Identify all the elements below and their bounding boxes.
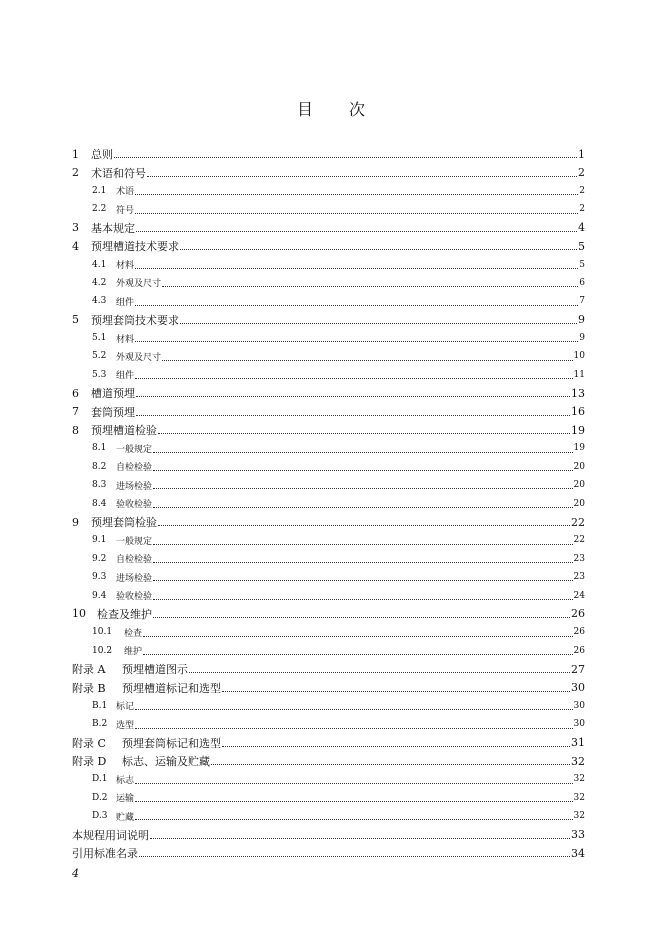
toc-leader-dots bbox=[162, 285, 578, 287]
toc-leader-dots bbox=[139, 855, 570, 857]
toc-leader-dots bbox=[135, 193, 578, 195]
toc-entry-page: 32 bbox=[573, 792, 585, 803]
table-of-contents bbox=[72, 145, 585, 862]
toc-leader-dots bbox=[153, 506, 573, 508]
toc-leader-dots bbox=[153, 579, 573, 581]
toc-entry-number: 8 bbox=[72, 423, 79, 437]
toc-entry-page: 19 bbox=[573, 443, 585, 454]
toc-entry[interactable] bbox=[72, 734, 585, 752]
toc-entry-label: 进场检验 bbox=[116, 481, 153, 492]
toc-leader-dots bbox=[135, 782, 573, 784]
toc-entry[interactable] bbox=[72, 568, 585, 586]
toc-entry-page: 5 bbox=[578, 239, 585, 253]
toc-entry-page: 26 bbox=[573, 627, 585, 638]
toc-entry[interactable] bbox=[72, 605, 585, 623]
toc-entry-label: 预埋套筒技术要求 bbox=[91, 313, 179, 327]
toc-entry-number: 9 bbox=[72, 515, 79, 529]
toc-entry[interactable] bbox=[72, 623, 585, 641]
toc-entry-label: 槽道预埋 bbox=[91, 387, 135, 401]
toc-entry-page: 10 bbox=[573, 351, 585, 362]
toc-entry-page: 32 bbox=[571, 754, 585, 768]
toc-leader-dots bbox=[135, 818, 573, 820]
toc-entry-label: 组件 bbox=[116, 371, 135, 382]
toc-entry-number: 10.1 bbox=[92, 627, 113, 638]
toc-entry[interactable] bbox=[72, 715, 585, 733]
toc-entry-page: 34 bbox=[571, 846, 585, 860]
toc-entry[interactable] bbox=[72, 844, 585, 862]
toc-entry-label: 组件 bbox=[116, 297, 135, 308]
toc-entry-page: 30 bbox=[573, 719, 585, 730]
toc-entry-label: 本规程用词说明 bbox=[72, 828, 149, 842]
toc-leader-dots bbox=[153, 616, 570, 618]
toc-entry-number: D.3 bbox=[92, 811, 108, 822]
toc-entry-label: 进场检验 bbox=[116, 573, 153, 584]
toc-entry-label: 标志 bbox=[116, 775, 135, 786]
toc-entry-number: 7 bbox=[72, 405, 79, 419]
toc-entry[interactable] bbox=[72, 402, 585, 420]
toc-entry-number: 附录 A bbox=[72, 663, 106, 677]
toc-entry[interactable] bbox=[72, 531, 585, 549]
toc-entry-number: 8.4 bbox=[92, 498, 107, 509]
toc-entry[interactable] bbox=[72, 586, 585, 604]
toc-entry-number: D.1 bbox=[92, 774, 108, 785]
toc-entry[interactable] bbox=[72, 550, 585, 568]
toc-entry-label: 自检检验 bbox=[116, 555, 153, 566]
toc-leader-dots bbox=[180, 248, 577, 250]
toc-entry[interactable] bbox=[72, 255, 585, 273]
toc-leader-dots bbox=[135, 708, 573, 710]
toc-leader-dots bbox=[135, 267, 578, 269]
toc-entry[interactable] bbox=[72, 219, 585, 237]
toc-entry-page: 22 bbox=[571, 515, 585, 529]
toc-leader-dots bbox=[136, 414, 570, 416]
toc-leader-dots bbox=[153, 451, 573, 453]
toc-entry-page: 30 bbox=[573, 700, 585, 711]
toc-entry-label: 预埋槽道图示 bbox=[122, 663, 188, 677]
toc-entry-page: 13 bbox=[571, 386, 585, 400]
toc-entry-page: 23 bbox=[573, 572, 585, 583]
toc-entry-page: 22 bbox=[573, 535, 585, 546]
toc-entry-label: 标志、运输及贮藏 bbox=[122, 755, 210, 769]
toc-entry[interactable] bbox=[72, 329, 585, 347]
toc-entry[interactable] bbox=[72, 292, 585, 310]
toc-entry[interactable] bbox=[72, 513, 585, 531]
toc-entry-page: 26 bbox=[571, 607, 585, 621]
toc-leader-dots bbox=[158, 524, 570, 526]
toc-entry[interactable] bbox=[72, 163, 585, 181]
toc-entry-page: 9 bbox=[579, 333, 585, 344]
toc-entry-number: B.1 bbox=[92, 700, 108, 711]
toc-leader-dots bbox=[153, 469, 573, 471]
toc-entry-number: 5.3 bbox=[92, 369, 107, 380]
toc-entry-page: 7 bbox=[579, 296, 585, 307]
title-left-char: 目 bbox=[296, 100, 313, 119]
toc-entry-page: 5 bbox=[579, 259, 585, 270]
toc-entry-label: 套筒预埋 bbox=[91, 405, 135, 419]
toc-entry-label: 验收检验 bbox=[116, 500, 153, 511]
toc-leader-dots bbox=[136, 230, 577, 232]
toc-entry-number: B.2 bbox=[92, 719, 108, 730]
toc-entry[interactable] bbox=[72, 660, 585, 678]
toc-entry-label: 材料 bbox=[116, 334, 135, 345]
toc-entry-label: 一般规定 bbox=[116, 536, 153, 547]
toc-entry[interactable] bbox=[72, 182, 585, 200]
toc-entry[interactable] bbox=[72, 476, 585, 494]
toc-entry-number: 1 bbox=[72, 147, 79, 161]
toc-entry[interactable] bbox=[72, 145, 585, 163]
toc-entry-number: 9.3 bbox=[92, 572, 107, 583]
toc-entry-label: 预埋套筒检验 bbox=[91, 516, 157, 529]
toc-leader-dots bbox=[162, 359, 573, 361]
toc-entry-label: 预埋槽道标记和选型 bbox=[122, 681, 221, 695]
toc-entry-number: 6 bbox=[72, 386, 79, 400]
toc-entry-number: 8.3 bbox=[92, 480, 107, 491]
toc-leader-dots bbox=[153, 543, 573, 545]
title-right-char: 次 bbox=[349, 100, 366, 119]
toc-entry-page: 16 bbox=[571, 405, 585, 419]
toc-entry[interactable] bbox=[72, 770, 585, 788]
toc-entry-label: 维护 bbox=[124, 647, 143, 658]
toc-entry-number: 10 bbox=[72, 607, 86, 621]
toc-entry-page: 19 bbox=[571, 423, 585, 437]
toc-entry-label: 外观及尺寸 bbox=[116, 352, 162, 363]
toc-entry-label: 标记 bbox=[116, 702, 135, 713]
toc-entry-number: 2.2 bbox=[92, 204, 107, 215]
toc-entry[interactable] bbox=[72, 421, 585, 439]
toc-leader-dots bbox=[222, 690, 570, 692]
toc-entry-label: 预埋槽道技术要求 bbox=[91, 240, 179, 254]
toc-leader-dots bbox=[135, 340, 578, 342]
toc-entry-page: 20 bbox=[573, 498, 585, 509]
toc-entry-page: 20 bbox=[573, 461, 585, 472]
toc-entry-page: 26 bbox=[573, 645, 585, 656]
toc-leader-dots bbox=[147, 175, 577, 177]
toc-entry-label: 材料 bbox=[116, 261, 135, 272]
toc-entry[interactable] bbox=[72, 807, 585, 825]
toc-entry-label: 总则 bbox=[91, 148, 113, 162]
page-number: 4 bbox=[72, 867, 79, 880]
toc-leader-dots bbox=[150, 837, 570, 839]
toc-entry[interactable] bbox=[72, 642, 585, 660]
toc-entry-page: 32 bbox=[573, 774, 585, 785]
toc-entry[interactable] bbox=[72, 825, 585, 843]
toc-entry-number: 9.4 bbox=[92, 590, 107, 601]
toc-entry-label: 自检检验 bbox=[116, 463, 153, 474]
toc-leader-dots bbox=[135, 800, 573, 802]
toc-entry-number: D.2 bbox=[92, 792, 108, 803]
toc-entry-number: 5 bbox=[72, 313, 79, 327]
toc-entry-label: 贮藏 bbox=[116, 812, 135, 823]
toc-entry-number: 8.2 bbox=[92, 461, 107, 472]
toc-leader-dots bbox=[189, 671, 570, 673]
toc-leader-dots bbox=[153, 487, 573, 489]
toc-entry-page: 27 bbox=[571, 662, 585, 676]
toc-leader-dots bbox=[143, 653, 573, 655]
toc-entry-label: 运输 bbox=[116, 794, 135, 805]
toc-leader-dots bbox=[143, 635, 573, 637]
toc-entry-number: 2 bbox=[72, 166, 79, 180]
toc-entry-label: 术语和符号 bbox=[91, 166, 146, 180]
toc-entry-page: 4 bbox=[578, 221, 585, 235]
toc-entry-number: 9.1 bbox=[92, 535, 107, 546]
toc-leader-dots bbox=[135, 304, 578, 306]
toc-entry-number: 附录 C bbox=[72, 736, 106, 750]
toc-entry-page: 11 bbox=[573, 369, 585, 380]
toc-entry-page: 20 bbox=[573, 480, 585, 491]
toc-leader-dots bbox=[222, 745, 570, 747]
toc-entry[interactable] bbox=[72, 274, 585, 292]
toc-entry-number: 3 bbox=[72, 221, 79, 235]
toc-entry-label: 验收检验 bbox=[116, 592, 153, 603]
toc-entry-label: 基本规定 bbox=[91, 221, 135, 235]
toc-entry[interactable] bbox=[72, 311, 585, 329]
toc-entry-number: 10.2 bbox=[92, 645, 113, 656]
toc-entry-number: 5.2 bbox=[92, 351, 107, 362]
toc-entry-label: 选型 bbox=[116, 720, 135, 731]
toc-entry-number: 4.1 bbox=[92, 259, 107, 270]
toc-entry-label: 引用标准名录 bbox=[72, 847, 138, 861]
page-title bbox=[0, 97, 662, 120]
toc-entry-label: 预埋套筒标记和选型 bbox=[122, 736, 221, 750]
toc-entry-label: 检查 bbox=[124, 628, 143, 639]
toc-entry[interactable] bbox=[72, 237, 585, 255]
toc-entry-page: 30 bbox=[571, 681, 585, 695]
toc-entry-page: 32 bbox=[573, 811, 585, 822]
toc-entry-number: 附录 D bbox=[72, 755, 107, 769]
toc-leader-dots bbox=[180, 322, 577, 324]
toc-entry-page: 6 bbox=[579, 277, 585, 288]
toc-entry[interactable] bbox=[72, 678, 585, 696]
toc-entry[interactable] bbox=[72, 494, 585, 512]
toc-entry-page: 31 bbox=[571, 736, 585, 750]
toc-entry-number: 5.1 bbox=[92, 333, 107, 344]
toc-entry-page: 1 bbox=[578, 147, 585, 161]
toc-entry-page: 9 bbox=[578, 313, 585, 327]
toc-entry-number: 4.3 bbox=[92, 296, 107, 307]
toc-entry-page: 2 bbox=[579, 185, 585, 196]
toc-entry[interactable] bbox=[72, 384, 585, 402]
toc-entry[interactable] bbox=[72, 347, 585, 365]
toc-entry-number: 9.2 bbox=[92, 553, 107, 564]
toc-entry-number: 4.2 bbox=[92, 277, 107, 288]
toc-entry-label: 预埋槽道检验 bbox=[91, 424, 157, 438]
toc-entry[interactable] bbox=[72, 200, 585, 218]
toc-leader-dots bbox=[135, 212, 578, 214]
toc-entry-label: 术语 bbox=[116, 187, 135, 198]
toc-leader-dots bbox=[135, 727, 573, 729]
toc-entry-label: 符号 bbox=[116, 205, 135, 216]
toc-entry-page: 23 bbox=[573, 553, 585, 564]
toc-entry-number: 4 bbox=[72, 239, 79, 253]
toc-leader-dots bbox=[114, 156, 577, 158]
toc-leader-dots bbox=[153, 598, 573, 600]
toc-entry-page: 24 bbox=[573, 590, 585, 601]
toc-entry[interactable] bbox=[72, 458, 585, 476]
toc-entry-label: 外观及尺寸 bbox=[116, 279, 162, 290]
toc-entry-number: 8.1 bbox=[92, 443, 107, 454]
toc-leader-dots bbox=[135, 377, 573, 379]
toc-entry[interactable] bbox=[72, 752, 585, 770]
toc-entry[interactable] bbox=[72, 366, 585, 384]
toc-entry[interactable] bbox=[72, 697, 585, 715]
toc-leader-dots bbox=[158, 432, 570, 434]
toc-entry-label: 一般规定 bbox=[116, 444, 153, 455]
toc-entry-page: 2 bbox=[579, 204, 585, 215]
toc-leader-dots bbox=[211, 763, 570, 765]
toc-entry[interactable] bbox=[72, 789, 585, 807]
toc-entry-number: 2.1 bbox=[92, 185, 107, 196]
toc-entry[interactable] bbox=[72, 439, 585, 457]
toc-entry-number: 附录 B bbox=[72, 681, 106, 695]
toc-leader-dots bbox=[153, 561, 573, 563]
toc-entry-label: 检查及维护 bbox=[97, 607, 152, 621]
toc-entry-page: 33 bbox=[571, 828, 585, 842]
toc-entry-page: 2 bbox=[578, 166, 585, 180]
toc-leader-dots bbox=[136, 395, 570, 397]
